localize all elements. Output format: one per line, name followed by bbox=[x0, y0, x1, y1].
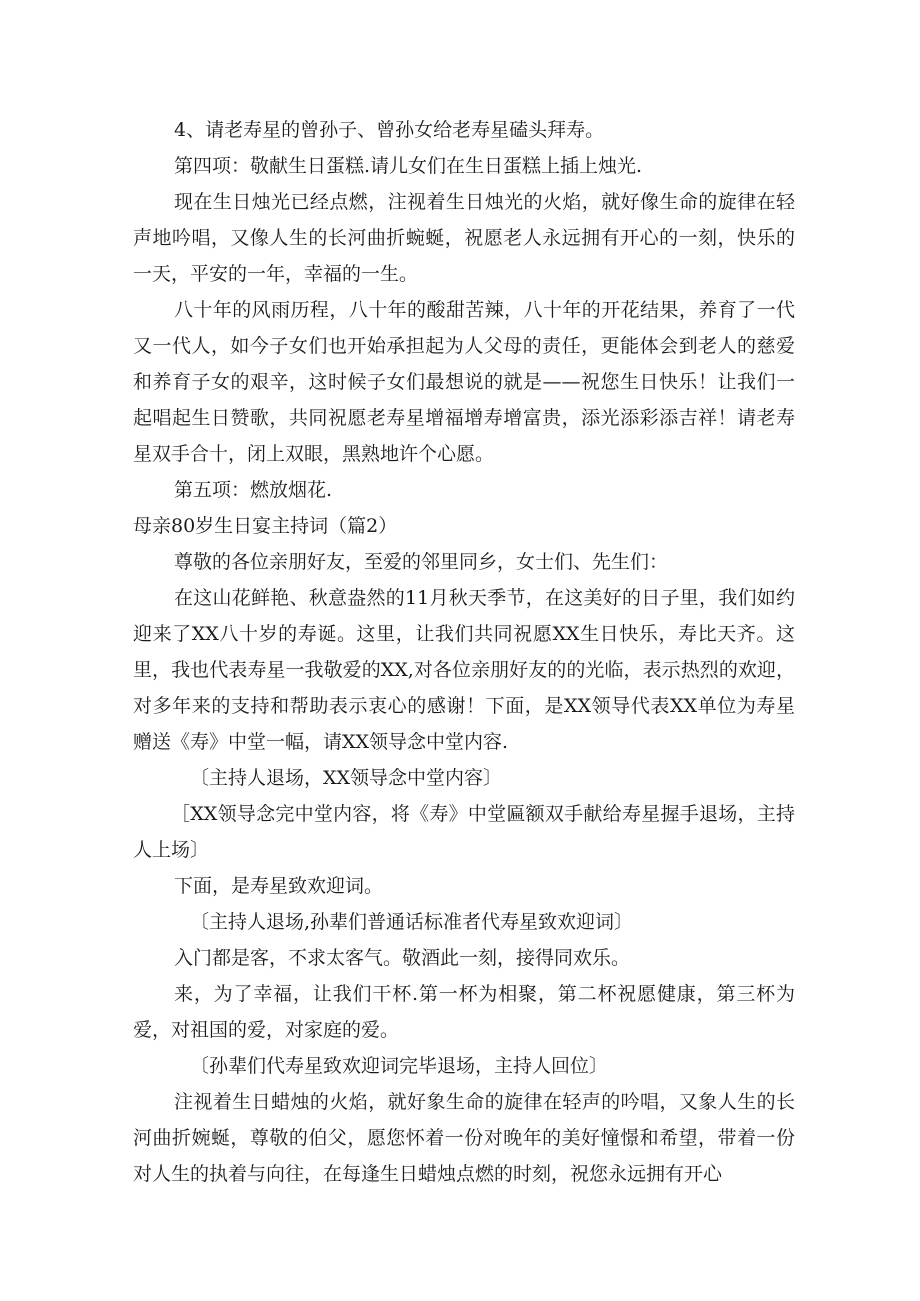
paragraph-part-5: 第五项：燃放烟花. bbox=[174, 479, 333, 501]
stage-direction-2: ［XX领导念完中堂内容，将《寿》中堂匾额双手献给寿星握手退场，主持人上场〕 bbox=[133, 803, 795, 861]
paragraph-item-4: 4、请老寿星的曾孙子、曾孙女给老寿星磕头拜寿。 bbox=[174, 119, 605, 141]
paragraph-guests: 入门都是客，不求太客气。敬酒此一刻，接得同欢乐。 bbox=[174, 947, 631, 969]
paragraph-candles: 现在生日烛光已经点燃，注视着生日烛光的火焰，就好像生命的旋律在轻声地吟唱，又像人生的长河曲折蜿蜒，祝愿老人永远拥有开心的一刻，快乐的一天，平安的一年，幸福的一生。 bbox=[133, 191, 795, 285]
paragraph-closing: 注视着生日蜡烛的火焰，就好象生命的旋律在轻声的吟唱，又象人生的长河曲折婉蜒，尊敬的伯父，愿您怀着一份对晚年的美好憧憬和希望，带着一份对人生的执着与向往，在每逢生日蜡烛点燃的时刻，祝您永远拥有开心 bbox=[133, 1091, 795, 1185]
paragraph-welcome: 在这山花鲜艳、秋意盎然的11月秋天季节，在这美好的日子里，我们如约迎来了XX八十岁的寿诞。这里，让我们共同祝愿XX生日快乐，寿比天齐。这里，我也代表寿星一我敬爱的XX,对各位亲朋好友的的光临，表示热烈的欢迎，对多年来的支持和帮助表示衷心的感谢！下面，是XX领导代表XX单位为寿星赠送《寿》中堂一幅，请XX领导念中堂内容. bbox=[133, 587, 795, 753]
paragraph-next: 下面，是寿星致欢迎词。 bbox=[174, 875, 384, 897]
paragraph-part-4: 第四项：敬献生日蛋糕.请儿女们在生日蛋糕上插上烛光. bbox=[174, 155, 643, 177]
stage-direction-1: 〔主持人退场，XX领导念中堂内容〕 bbox=[190, 767, 503, 789]
paragraph-toast: 来，为了幸福，让我们干杯.第一杯为相聚，第二杯祝愿健康，第三杯为爱，对祖国的爱，对家庭的爱。 bbox=[133, 983, 795, 1041]
section-heading: 母亲80岁生日宴主持词（篇2） bbox=[133, 515, 398, 537]
stage-direction-3: 〔主持人退场,孙辈们普通话标准者代寿星致欢迎词〕 bbox=[190, 911, 634, 933]
paragraph-greeting: 尊敬的各位亲朋好友，至爱的邻里同乡，女士们、先生们： bbox=[174, 551, 669, 573]
document-body bbox=[133, 112, 795, 1192]
paragraph-eighty-years: 八十年的风雨历程，八十年的酸甜苦辣，八十年的开花结果，养育了一代又一代人，如今子女们也开始承担起为人父母的责任，更能体会到老人的慈爱和养育子女的艰辛，这时候子女们最想说的就是——祝您生日快乐！让我们一起唱起生日赞歌，共同祝愿老寿星增福增寿增富贵，添光添彩添吉祥！请老寿星双手合十，闭上双眼，黑熟地许个心愿。 bbox=[133, 299, 795, 465]
stage-direction-4: 〔孙辈们代寿星致欢迎词完毕退场，主持人回位〕 bbox=[190, 1055, 609, 1077]
